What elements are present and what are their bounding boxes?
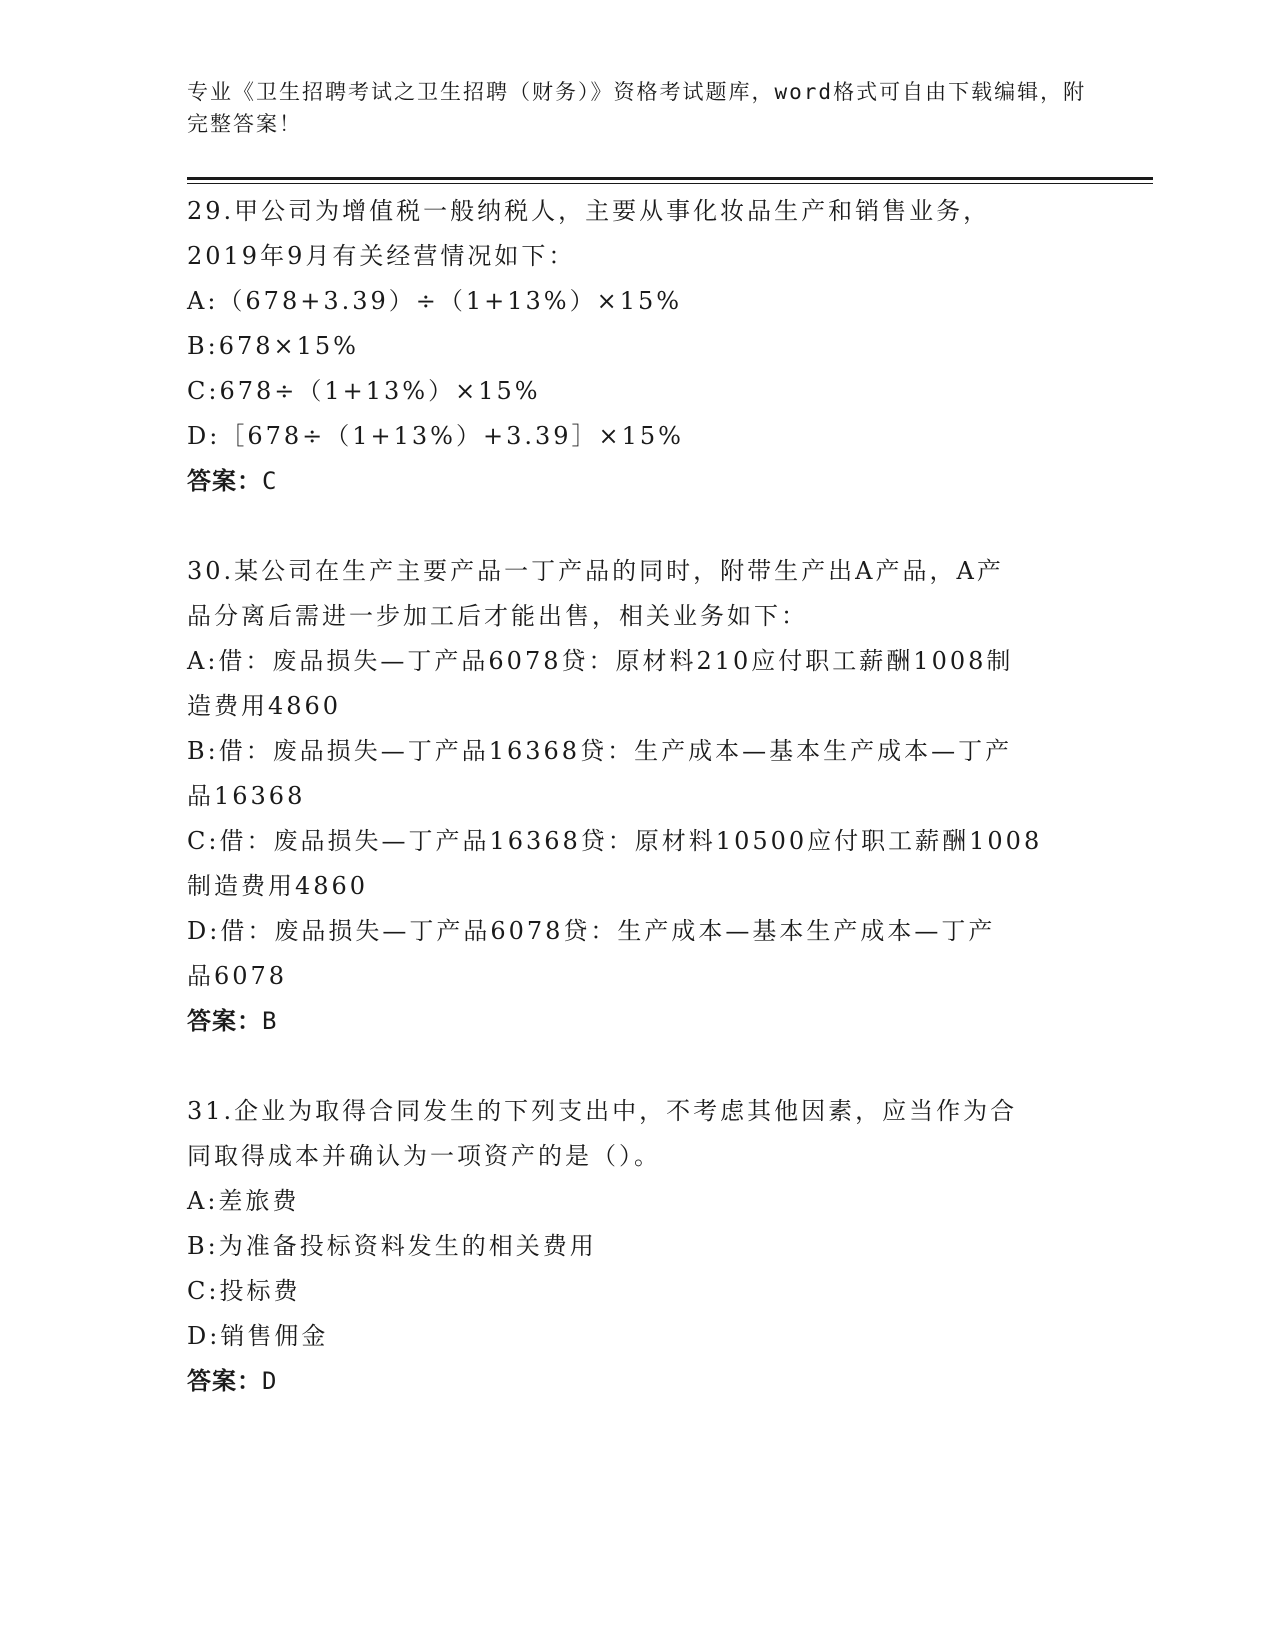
answer-value: D [262, 1367, 278, 1395]
question-stem-line: 品分离后需进一步加工后才能出售，相关业务如下： [187, 602, 808, 630]
question-stem-line: 31.企业为取得合同发生的下列支出中，不考虑其他因素，应当作为合 [187, 1097, 1018, 1125]
answer-value: C [262, 467, 278, 495]
option-a: A:差旅费 [187, 1187, 300, 1215]
option-a: A:借：废品损失—丁产品6078贷：原材料210应付职工薪酬1008制 [187, 647, 1014, 675]
header-rule-thick [187, 177, 1153, 180]
answer [187, 459, 1087, 504]
option-b: B:借：废品损失—丁产品16368贷：生产成本—基本生产成本—丁产 [187, 737, 1013, 765]
question-stem-line: 同取得成本并确认为一项资产的是（）。 [187, 1142, 661, 1170]
question-31 [187, 1089, 1087, 1404]
option-d: D:［678÷（1+13%）+3.39］×15% [187, 422, 684, 450]
answer-label: 答案： [187, 1367, 262, 1395]
option-b-continued: 品16368 [187, 782, 306, 810]
option-d: D:借：废品损失—丁产品6078贷：生产成本—基本生产成本—丁产 [187, 917, 996, 945]
option-d: D:销售佣金 [187, 1322, 329, 1350]
option-a-continued: 造费用4860 [187, 692, 342, 720]
option-c: C:678÷（1+13%）×15% [187, 377, 541, 405]
option-c-continued: 制造费用4860 [187, 872, 369, 900]
answer [187, 1359, 1087, 1404]
question-29 [187, 189, 1087, 504]
header-text: 专业《卫生招聘考试之卫生招聘（财务）》资格考试题库，word格式可自由下载编辑，附完整答案！ [187, 80, 1087, 136]
question-30 [187, 549, 1087, 1044]
option-b: B:为准备投标资料发生的相关费用 [187, 1232, 597, 1260]
option-a: A:（678+3.39）÷（1+13%）×15% [187, 287, 683, 315]
question-stem-line: 29.甲公司为增值税一般纳税人，主要从事化妆品生产和销售业务， [187, 197, 991, 225]
answer-label: 答案： [187, 467, 262, 495]
header-rule-thin [187, 183, 1153, 184]
option-d-continued: 品6078 [187, 962, 288, 990]
option-c: C:借：废品损失—丁产品16368贷：原材料10500应付职工薪酬1008 [187, 827, 1043, 855]
option-c: C:投标费 [187, 1277, 301, 1305]
answer [187, 999, 1087, 1044]
answer-label: 答案： [187, 1007, 262, 1035]
answer-value: B [262, 1007, 278, 1035]
question-stem-line: 2019年9月有关经营情况如下： [187, 242, 576, 270]
option-b: B:678×15% [187, 332, 359, 360]
question-list [187, 189, 1087, 1449]
question-stem-line: 30.某公司在生产主要产品一丁产品的同时，附带生产出A产品，A产 [187, 557, 1004, 585]
